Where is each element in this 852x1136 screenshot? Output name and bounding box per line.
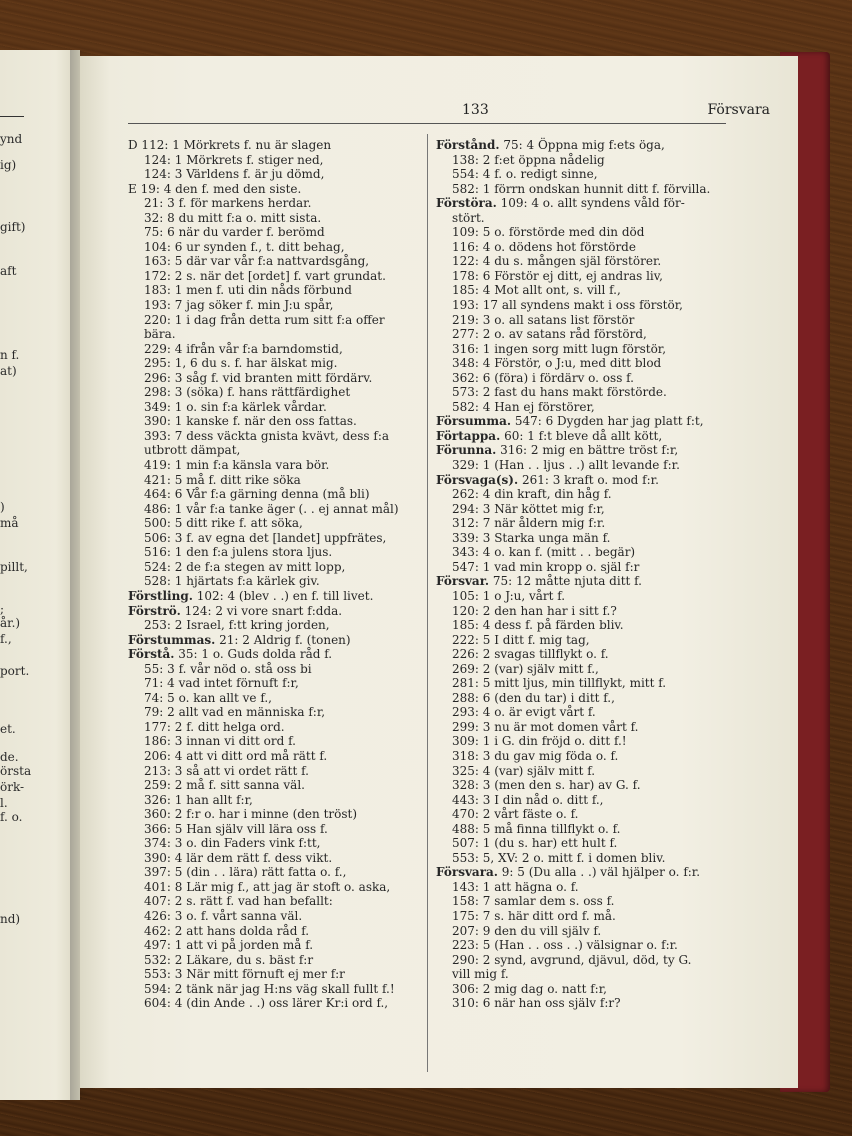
index-entry: [128, 400, 418, 415]
entry-text: 401: 8 Lär mig f., att jag är stoft o. aska,: [144, 879, 391, 894]
index-entry: [128, 298, 418, 313]
index-entry: [128, 996, 418, 1011]
left-page-fragment: örk-: [0, 780, 25, 794]
entry-text: 175: 7 s. här ditt ord f. må.: [452, 908, 616, 923]
index-entry: [436, 647, 726, 662]
headword: Förstånd.: [436, 138, 500, 152]
entry-text: 55: 3 f. vår nöd o. stå oss bi: [144, 661, 312, 676]
index-entry: [436, 487, 726, 502]
entry-text: 79: 2 allt vad en människa f:r,: [144, 705, 326, 720]
index-entry: [128, 982, 418, 997]
left-page-fragment: pillt,: [0, 560, 28, 574]
index-entry: [128, 662, 418, 677]
index-entry: [436, 691, 726, 706]
entry-text: 362: 6 (föra) i fördärv o. oss f.: [452, 370, 634, 385]
headword: Försvaga(s).: [436, 472, 519, 487]
index-entry: [128, 196, 418, 211]
index-entry: [436, 240, 726, 255]
entry-text: 259: 2 må f. sitt sanna väl.: [144, 778, 305, 793]
index-entry: [128, 894, 418, 909]
entry-text: 261: 3 kraft o. mod f:r.: [518, 472, 659, 487]
index-entry: [128, 531, 418, 546]
entry-text: utbrott dämpat,: [144, 443, 241, 458]
index-entry: [128, 836, 418, 851]
index-entry: [128, 429, 418, 444]
index-entry: [128, 822, 418, 837]
entry-text: 328: 3 (men den s. har) av G. f.: [452, 778, 641, 793]
headword: Förstummas.: [128, 632, 216, 647]
entry-text: 309: 1 i G. din fröjd o. ditt f.!: [452, 734, 627, 749]
index-entry: [128, 924, 418, 939]
index-entry: [128, 327, 418, 342]
headword: Förtappa.: [436, 428, 501, 443]
index-entry: [128, 545, 418, 560]
entry-text: 298: 3 (söka) f. hans rättfärdighet: [144, 385, 351, 400]
entry-text: 253: 2 Israel, f:tt kring jorden,: [144, 618, 330, 633]
index-entry: [436, 225, 726, 240]
index-entry: [436, 531, 726, 546]
entry-text: 21: 3 f. för markens herdar.: [144, 196, 312, 211]
page-header: [130, 102, 770, 122]
entry-text: 426: 3 o. f. vårt sanna väl.: [144, 908, 303, 923]
entry-text: 507: 1 (du s. har) ett hult f.: [452, 836, 618, 851]
left-page-fragment: at): [0, 364, 17, 378]
entry-text: bära.: [144, 327, 176, 342]
index-entry: [436, 909, 726, 924]
left-page-fragment: aft: [0, 264, 17, 278]
entry-text: 390: 1 kanske f. när den oss fattas.: [144, 414, 357, 429]
index-entry: [436, 502, 726, 517]
index-entry: [436, 153, 726, 168]
entry-text: 407: 2 s. rätt f. vad han befallt:: [144, 894, 333, 909]
column-divider: [427, 134, 428, 1072]
entry-text: 497: 1 att vi på jorden må f.: [144, 938, 314, 953]
left-page-fragment: år.): [0, 616, 21, 630]
headword: Förstå.: [128, 647, 175, 662]
headword: Förstling.: [128, 588, 193, 603]
left-page-fragment: et.: [0, 722, 16, 736]
entry-text: 524: 2 de f:a stegen av mitt lopp,: [144, 559, 346, 574]
entry-text: 295: 1, 6 du s. f. har älskat mig.: [144, 356, 338, 371]
index-entry: [436, 545, 726, 560]
index-entry: [128, 938, 418, 953]
left-page-fragment: f.,: [0, 632, 12, 646]
entry-text: 163: 5 där var vår f:a nattvardsgång,: [144, 254, 370, 269]
entry-text: 74: 5 o. kan allt ve f.,: [144, 690, 272, 705]
entry-text: 172: 2 s. när det [ordet] f. vart grundat.: [144, 268, 386, 283]
index-entry: [128, 356, 418, 371]
entry-text: 219: 3 o. all satans list förstör: [452, 312, 635, 327]
index-entry: [436, 167, 726, 182]
entry-text: 290: 2 synd, avgrund, djävul, död, ty G.: [452, 952, 692, 967]
entry-text: 206: 4 att vi ditt ord må rätt f.: [144, 748, 328, 763]
entry-text: 470: 2 vårt fäste o. f.: [452, 807, 579, 822]
index-entry: [128, 313, 418, 328]
left-page-fragment: de.: [0, 750, 19, 764]
entry-text: 306: 2 mig dag o. natt f:r,: [452, 981, 607, 996]
headword: Förstöra.: [436, 196, 497, 211]
index-entry: [436, 953, 726, 968]
left-page-fragment: ig): [0, 158, 17, 172]
index-entry: [436, 604, 726, 619]
entry-text: 594: 2 tänk när jag H:ns väg skall fullt f.!: [144, 981, 395, 996]
index-entry: [436, 662, 726, 677]
index-entry: [128, 225, 418, 240]
entry-text: 582: 1 förrn ondskan hunnit ditt f. förvilla.: [452, 181, 711, 196]
index-entry: [436, 793, 726, 808]
entry-text: 299: 3 nu är mot domen vårt f.: [452, 719, 639, 734]
entry-text: 390: 4 lär dem rätt f. dess vikt.: [144, 850, 333, 865]
index-entry: [436, 516, 726, 531]
index-entry: [436, 371, 726, 386]
index-entry: [436, 618, 726, 633]
entry-text: 316: 1 ingen sorg mitt lugn förstör,: [452, 341, 667, 356]
index-entry: [436, 458, 726, 473]
entry-text: 339: 3 Starka unga män f.: [452, 530, 611, 545]
index-entry: [128, 909, 418, 924]
entry-text: 582: 4 Han ej förstörer,: [452, 399, 595, 414]
entry-text: 105: 1 o J:u, vårt f.: [452, 588, 566, 603]
index-entry: [436, 734, 726, 749]
index-entry: [436, 894, 726, 909]
entry-text: 124: 3 Världens f. är ju dömd,: [144, 167, 325, 182]
index-entry: [436, 414, 726, 429]
entry-text: 547: 1 vad min kropp o. själ f:r: [452, 559, 640, 574]
index-entry: [128, 516, 418, 531]
headword: Förunna.: [436, 443, 497, 458]
index-entry: [128, 269, 418, 284]
entry-text: 310: 6 när han oss själv f:r?: [452, 996, 621, 1011]
left-page-fragment: ynd: [0, 132, 23, 146]
entry-text: 293: 4 o. är evigt vårt f.: [452, 705, 596, 720]
index-entry: [128, 254, 418, 269]
index-entry: [436, 313, 726, 328]
index-entry: [436, 982, 726, 997]
index-entry: [128, 953, 418, 968]
left-page-rule: [0, 116, 24, 117]
index-entry: [436, 574, 726, 589]
entry-text: 506: 3 f. av egna det [landet] uppfrätes,: [144, 530, 387, 545]
left-column: [128, 138, 418, 1011]
index-entry: [128, 633, 418, 648]
entry-text: 269: 2 (var) själv mitt f.,: [452, 661, 599, 676]
index-entry: [128, 283, 418, 298]
entry-text: 185: 4 dess f. på färden bliv.: [452, 618, 624, 633]
entry-text: 71: 4 vad intet förnuft f:r,: [144, 676, 299, 691]
entry-text: 348: 4 Förstör, o J:u, med ditt blod: [452, 356, 662, 371]
entry-text: 186: 3 innan vi ditt ord f.: [144, 734, 296, 749]
index-entry: [436, 254, 726, 269]
index-entry: [128, 211, 418, 226]
entry-text: 143: 1 att hägna o. f.: [452, 879, 579, 894]
index-entry: [128, 414, 418, 429]
left-page-fragment: må: [0, 516, 19, 530]
entry-text: 464: 6 Vår f:a gärning denna (må bli): [144, 487, 370, 502]
index-entry: [436, 342, 726, 357]
index-entry: [436, 385, 726, 400]
entry-text: 296: 3 såg f. vid branten mitt fördärv.: [144, 370, 373, 385]
entry-text: 207: 9 den du vill själv f.: [452, 923, 602, 938]
entry-text: 374: 3 o. din Faders vink f:tt,: [144, 836, 321, 851]
entry-text: 60: 1 f:t bleve då allt kött,: [500, 428, 663, 443]
running-header: Försvara: [707, 102, 770, 118]
entry-text: 462: 2 att hans dolda råd f.: [144, 923, 310, 938]
left-page-fragment: örsta: [0, 764, 32, 778]
left-page-fragment: ): [0, 500, 5, 514]
entry-text: 547: 6 Dygden har jag platt f:t,: [511, 414, 704, 429]
entry-text: 178: 6 Förstör ej ditt, ej andras liv,: [452, 268, 663, 283]
index-entry: [128, 458, 418, 473]
index-entry: [436, 967, 726, 982]
index-entry: [128, 647, 418, 662]
index-entry: [128, 371, 418, 386]
entry-text: 486: 1 vår f:a tanke äger (. . ej annat mål): [144, 501, 399, 516]
entry-text: 397: 5 (din . . lära) rätt fatta o. f.,: [144, 865, 347, 880]
index-entry: [436, 880, 726, 895]
index-entry: [128, 153, 418, 168]
entry-text: 109: 4 o. allt syndens våld för-: [496, 196, 685, 211]
entry-text: 288: 6 (den du tar) i ditt f.,: [452, 690, 615, 705]
index-entry: [436, 807, 726, 822]
left-page-fragment: l.: [0, 796, 8, 810]
entry-text: 75: 12 måtte njuta ditt f.: [489, 574, 642, 589]
entry-text: 500: 5 ditt rike f. att söka,: [144, 516, 303, 531]
left-page-fragment: port.: [0, 664, 30, 678]
entry-text: 316: 2 mig en bättre tröst f:r,: [496, 443, 679, 458]
index-entry: [128, 967, 418, 982]
index-entry: [436, 138, 726, 153]
entry-text: 75: 6 när du varder f. berömd: [144, 225, 325, 240]
index-entry: [436, 327, 726, 342]
entry-text: 532: 2 Läkare, du s. bäst f:r: [144, 952, 314, 967]
index-entry: [128, 487, 418, 502]
entry-text: 604: 4 (din Ande . .) oss lärer Kr:i ord f.,: [144, 996, 389, 1011]
index-entry: [128, 691, 418, 706]
headword: Försumma.: [436, 414, 512, 429]
index-entry: [128, 604, 418, 619]
entry-text: 326: 1 han allt f:r,: [144, 792, 253, 807]
index-entry: [436, 836, 726, 851]
index-entry: [436, 924, 726, 939]
entry-text: 419: 1 min f:a känsla vara bör.: [144, 458, 330, 473]
index-entry: [128, 865, 418, 880]
entry-text: 122: 4 du s. mången själ förstörer.: [452, 254, 662, 269]
index-entry: [128, 502, 418, 517]
entry-text: 554: 4 f. o. redigt sinne,: [452, 167, 598, 182]
entry-text: 516: 1 den f:a julens stora ljus.: [144, 545, 333, 560]
index-entry: [436, 778, 726, 793]
entry-text: 222: 5 I ditt f. mig tag,: [452, 632, 590, 647]
index-entry: [128, 560, 418, 575]
index-entry: [128, 749, 418, 764]
left-page-fragment: ;: [0, 602, 5, 616]
index-entry: [436, 560, 726, 575]
entry-text: 281: 5 mitt ljus, min tillflykt, mitt f.: [452, 676, 667, 691]
index-entry: [128, 167, 418, 182]
index-entry: [128, 778, 418, 793]
entry-text: 360: 2 f:r o. har i minne (den tröst): [144, 807, 358, 822]
entry-text: 443: 3 I din nåd o. ditt f.,: [452, 792, 604, 807]
entry-text: 75: 4 Öppna mig f:ets öga,: [499, 138, 665, 152]
left-page: [0, 50, 80, 1100]
entry-text: 183: 1 men f. uti din nåds förbund: [144, 283, 352, 298]
index-entry: [436, 720, 726, 735]
entry-text: 488: 5 må finna tillflykt o. f.: [452, 821, 621, 836]
entry-text: 102: 4 (blev . .) en f. till livet.: [192, 588, 374, 603]
entry-text: 223: 5 (Han . . oss . .) välsignar o. f:r.: [452, 938, 678, 953]
index-entry: [436, 589, 726, 604]
index-entry: [436, 400, 726, 415]
entry-text: 213: 3 så att vi ordet rätt f.: [144, 763, 309, 778]
entry-text: 366: 5 Han själv vill lära oss f.: [144, 821, 328, 836]
entry-text: D 112: 1 Mörkrets f. nu är slagen: [128, 138, 332, 152]
entry-text: 553: 5, XV: 2 o. mitt f. i domen bliv.: [452, 850, 666, 865]
entry-text: 9: 5 (Du alla . .) väl hjälper o. f:r.: [497, 865, 701, 880]
entry-text: 312: 7 när åldern mig f:r.: [452, 516, 606, 531]
index-entry: [128, 880, 418, 895]
index-entry: [436, 822, 726, 837]
entry-text: 220: 1 i dag från detta rum sitt f:a offer: [144, 312, 385, 327]
index-entry: [128, 793, 418, 808]
index-entry: [436, 851, 726, 866]
entry-text: 35: 1 o. Guds dolda råd f.: [174, 647, 333, 662]
index-entry: [436, 749, 726, 764]
index-entry: [128, 385, 418, 400]
entry-text: 138: 2 f:et öppna nådelig: [452, 152, 605, 167]
index-entry: [128, 720, 418, 735]
entry-text: 193: 7 jag söker f. min J:u spår,: [144, 298, 334, 313]
left-page-fragment: nd): [0, 912, 21, 926]
header-rule: [128, 123, 726, 124]
entry-text: 553: 3 När mitt förnuft ej mer f:r: [144, 967, 345, 982]
left-page-fragment: gift): [0, 220, 26, 234]
index-entry: [436, 211, 726, 226]
entry-text: 109: 5 o. förstörde med din död: [452, 225, 645, 240]
entry-text: 32: 8 du mitt f:a o. mitt sista.: [144, 210, 322, 225]
index-entry: [436, 676, 726, 691]
index-entry: [436, 705, 726, 720]
index-entry: [128, 851, 418, 866]
index-entry: [128, 443, 418, 458]
index-entry: [128, 764, 418, 779]
entry-text: 421: 5 må f. ditt rike söka: [144, 472, 301, 487]
entry-text: 124: 2 vi vore snart f:dda.: [180, 603, 343, 618]
headword: Försvara.: [436, 865, 498, 880]
entry-text: 573: 2 fast du hans makt förstörde.: [452, 385, 667, 400]
entry-text: 193: 17 all syndens makt i oss förstör,: [452, 298, 683, 313]
index-entry: [128, 589, 418, 604]
entry-text: 21: 2 Aldrig f. (tonen): [215, 632, 351, 647]
entry-text: vill mig f.: [452, 967, 509, 982]
index-entry: [128, 342, 418, 357]
index-entry: [128, 618, 418, 633]
entry-text: 185: 4 Mot allt ont, s. vill f.,: [452, 283, 621, 298]
index-entry: [128, 574, 418, 589]
index-entry: [436, 269, 726, 284]
index-entry: [128, 676, 418, 691]
index-entry: [128, 734, 418, 749]
entry-text: 329: 1 (Han . . ljus . .) allt levande f:r.: [452, 458, 680, 473]
entry-text: 343: 4 o. kan f. (mitt . . begär): [452, 545, 636, 560]
index-entry: [436, 938, 726, 953]
index-entry: [436, 865, 726, 880]
index-entry: [128, 182, 418, 197]
index-entry: [128, 807, 418, 822]
index-entry: [436, 283, 726, 298]
entry-text: 158: 7 samlar dem s. oss f.: [452, 894, 615, 909]
index-entry: [436, 473, 726, 488]
entry-text: 393: 7 dess väckta gnista kvävt, dess f:a: [144, 428, 390, 443]
entry-text: stört.: [452, 210, 485, 225]
entry-text: 104: 6 ur synden f., t. ditt behag,: [144, 239, 345, 254]
entry-text: 262: 4 din kraft, din håg f.: [452, 487, 612, 502]
headword: Försvar.: [436, 574, 490, 589]
index-entry: [128, 473, 418, 488]
entry-text: 177: 2 f. ditt helga ord.: [144, 719, 285, 734]
headword: Förströ.: [128, 603, 181, 618]
entry-text: E 19: 4 den f. med den siste.: [128, 181, 302, 196]
entry-text: 229: 4 ifrån vår f:a barndomstid,: [144, 341, 343, 356]
index-entry: [436, 298, 726, 313]
index-entry: [128, 705, 418, 720]
index-entry: [128, 138, 418, 153]
entry-text: 294: 3 När köttet mig f:r,: [452, 501, 605, 516]
entry-text: 116: 4 o. dödens hot förstörde: [452, 239, 636, 254]
index-entry: [436, 196, 726, 211]
entry-text: 120: 2 den han har i sitt f.?: [452, 603, 617, 618]
page-number: 133: [462, 102, 489, 118]
index-entry: [436, 182, 726, 197]
entry-text: 226: 2 svagas tillflykt o. f.: [452, 647, 609, 662]
entry-text: 277: 2 o. av satans råd förstörd,: [452, 327, 647, 342]
right-column: [436, 138, 726, 1011]
index-entry: [436, 356, 726, 371]
index-entry: [128, 240, 418, 255]
index-entry: [436, 429, 726, 444]
right-page: [80, 56, 798, 1088]
entry-text: 325: 4 (var) själv mitt f.: [452, 763, 596, 778]
entry-text: 528: 1 hjärtats f:a kärlek giv.: [144, 574, 320, 589]
entry-text: 349: 1 o. sin f:a kärlek vårdar.: [144, 399, 327, 414]
index-entry: [436, 633, 726, 648]
left-page-fragment: f. o.: [0, 810, 23, 824]
index-entry: [436, 996, 726, 1011]
left-page-fragment: n f.: [0, 348, 20, 362]
entry-text: 318: 3 du gav mig föda o. f.: [452, 748, 619, 763]
index-entry: [436, 443, 726, 458]
entry-text: 124: 1 Mörkrets f. stiger ned,: [144, 152, 324, 167]
index-entry: [436, 764, 726, 779]
